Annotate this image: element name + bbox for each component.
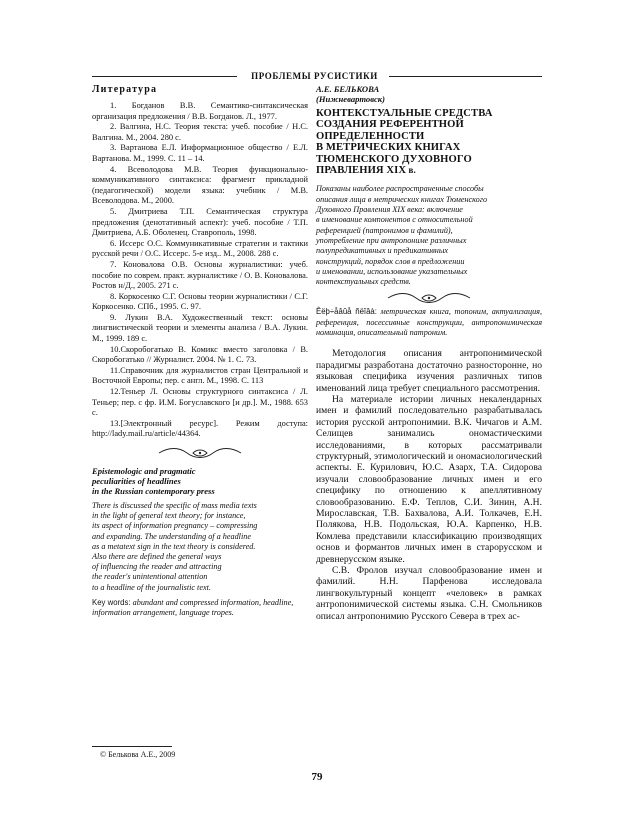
article-body xyxy=(316,348,542,622)
reference-item: 6. Иссерс О.С. Коммуникативные стратегии и тактики русской речи / О.С. Иссерс. 5-е изд.. М., 2008. 288 с. xyxy=(92,238,308,259)
ornament-divider xyxy=(384,291,474,305)
russian-keywords-text: метрическая книга, топоним, актуализация, референция, посессивные конструкции, антропонимическая номинация, описательный патроним. xyxy=(316,307,543,337)
page-number: 79 xyxy=(311,771,323,783)
reference-item: 4. Всеволодова М.В. Теория функционально-коммуникативного синтаксиса: фрагмент прикладной (педагогической) модели языка: учебник / М.В. Всеволодова. М., 2000. xyxy=(92,164,308,206)
russian-keywords-label: Êëþ÷åâûå ñëîâà: xyxy=(316,307,377,317)
author-name: А.Е. БЕЛЬКОВА xyxy=(316,84,380,94)
body-paragraph: С.В. Фролов изучал словообразование имен и фамилий. Н.Н. Парфенова исследовала лингвокультурный концепт «человек» в рамках антропонимической системы языка. С.Н. Смольников описал антропонимию Русского Севера в трех ас- xyxy=(316,565,542,622)
reference-item: 3. Вартанова Е.Л. Информационное общество / Е.Л. Вартанова. М., 1999. С. 11 – 14. xyxy=(92,143,308,163)
running-header-title: ПРОБЛЕМЫ РУСИСТИКИ xyxy=(251,71,378,81)
reference-item: 13.[Электронный ресурс]. Режим доступа: http://lady.mail.ru/article/44364. xyxy=(92,418,308,439)
ornament-divider xyxy=(155,446,245,460)
reference-item: 8. Коркосенко С.Г. Основы теории журналистики / С.Г. Коркосенко. СПб., 1995. С. 97. xyxy=(92,291,308,312)
english-keywords-label: Key words: xyxy=(92,597,131,607)
english-abstract: There is discussed the specific of mass media texts in the light of general text theory; for instance, its aspect of information pregnancy – compressing and expanding. The understanding of a headline as a metatext sign in the text theory is considered. Also there are defined the general ways of influencing the reader and attracting the reader's unintentional attention to a headline of the journalistic text. xyxy=(92,501,258,592)
reference-item: 2. Валгина, Н.С. Теория текста: учеб. пособие / Н.С. Валгина. М., 2004. 280 с. xyxy=(92,122,308,142)
reference-item: 12.Теньер Л. Основы структурного синтаксиса / Л. Теньер; пер. с фр. И.М. Богуславского [и др.]. М., 1988. 653 с. xyxy=(92,387,308,418)
russian-abstract: Показаны наиболее распространенные способы описания лица в метрических книгах Тюменского Духовного Правления XIX века: включение в именование компонентов с относительной референцией (патронимов и фамилий), употребление при антропониме различных полупредикативных и предикативных конструкций, порядок слов в предложении и именовании, использование указательных контекстуальных средств. xyxy=(316,184,488,287)
left-column xyxy=(92,84,308,618)
reference-item: 10.Скоробогатько В. Комикс вместо заголовка / В. Скоробогатько // Журналист. 2004. № 1. С. 73. xyxy=(92,344,308,365)
reference-item: 7. Коновалова О.В. Основы журналистики: учеб. пособие по соврем. практ. журналистике / О. В. Коновалова. Ростов н/Д., 2005. 271 с. xyxy=(92,259,308,291)
reference-item: 11.Справочник для журналистов стран Центральной и Восточной Европы; пер. с англ. М., 1998. С. 113 xyxy=(92,365,308,386)
header-rule-left xyxy=(92,76,237,77)
literature-heading: Литература xyxy=(92,84,158,95)
body-paragraph: На материале истории личных некалендарных имен и фамилий последовательно разрабатывалась история русской антропонимии. В.К. Чичагов и А.М. Селищев занимались ономастическими исследованиями, в которых рассматривали структурный, этимологический и ономасиологический аспекты. Е. Курилович, Ю.С. Азарх, Т.А. Сидорова изучали словообразование личных имен и его специфику по отношению к апеллятивному словообразованию. Е.Ф. Теплов, С.И. Зинин, А.Н. Мирославская, Т.В. Бахвалова, А.И. Толкачев, Е.Н. Полякова, Н.В. Подольская, Ю.А. Карпенко, Н.В. Комлева представили классификацию производящих основ и формантов личных имен в старорусском и древнерусском языке. xyxy=(316,393,542,565)
reference-item: 9. Лукин В.А. Художественный текст: основы лингвистической теории и элементы анализа / В.А. Лукин. М., 1999. 189 с. xyxy=(92,312,308,344)
reference-item: 5. Дмитриева Т.П. Семантическая структура предложения (денотативный аспект): учеб. пособие / Т.П. Дмитриева, А.Б. Оболенец. Ставрополь, 1998. xyxy=(92,206,308,238)
body-paragraph: Методология описания антропонимической парадигмы разработана достаточно разносторонне, но языковая специфика изучения различных типов именований лица требует специального рассмотрения. xyxy=(316,348,542,394)
reference-item: 1. Богданов В.В. Семантико-синтаксическая организация предложения / В.В. Богданов. Л., 1977. xyxy=(92,101,308,121)
article-title: КОНТЕКСТУАЛЬНЫЕ СРЕДСТВА СОЗДАНИЯ РЕФЕРЕНТНОЙ ОПРЕДЕЛЕННОСТИ В МЕТРИЧЕСКИХ КНИГАХ ТЮМЕНСКОГО ДУХОВНОГО ПРАВЛЕНИЯ XIX в. xyxy=(316,108,493,177)
english-title: Epistemologic and pragmatic peculiarities of headlines in the Russian contemporary press xyxy=(92,466,215,496)
english-keywords-text: abundant and compressed information, headline, information arrangement, language tropes. xyxy=(92,597,294,618)
reference-list xyxy=(92,101,308,440)
header-rule-right xyxy=(389,76,542,77)
author-city: (Нижневартовск) xyxy=(316,94,385,104)
russian-keywords xyxy=(316,307,542,338)
footnote-rule xyxy=(92,746,172,747)
copyright-footnote: © Белькова А.Е., 2009 xyxy=(100,750,176,759)
english-keywords xyxy=(92,598,308,618)
running-header xyxy=(92,70,542,82)
right-column xyxy=(316,84,542,622)
